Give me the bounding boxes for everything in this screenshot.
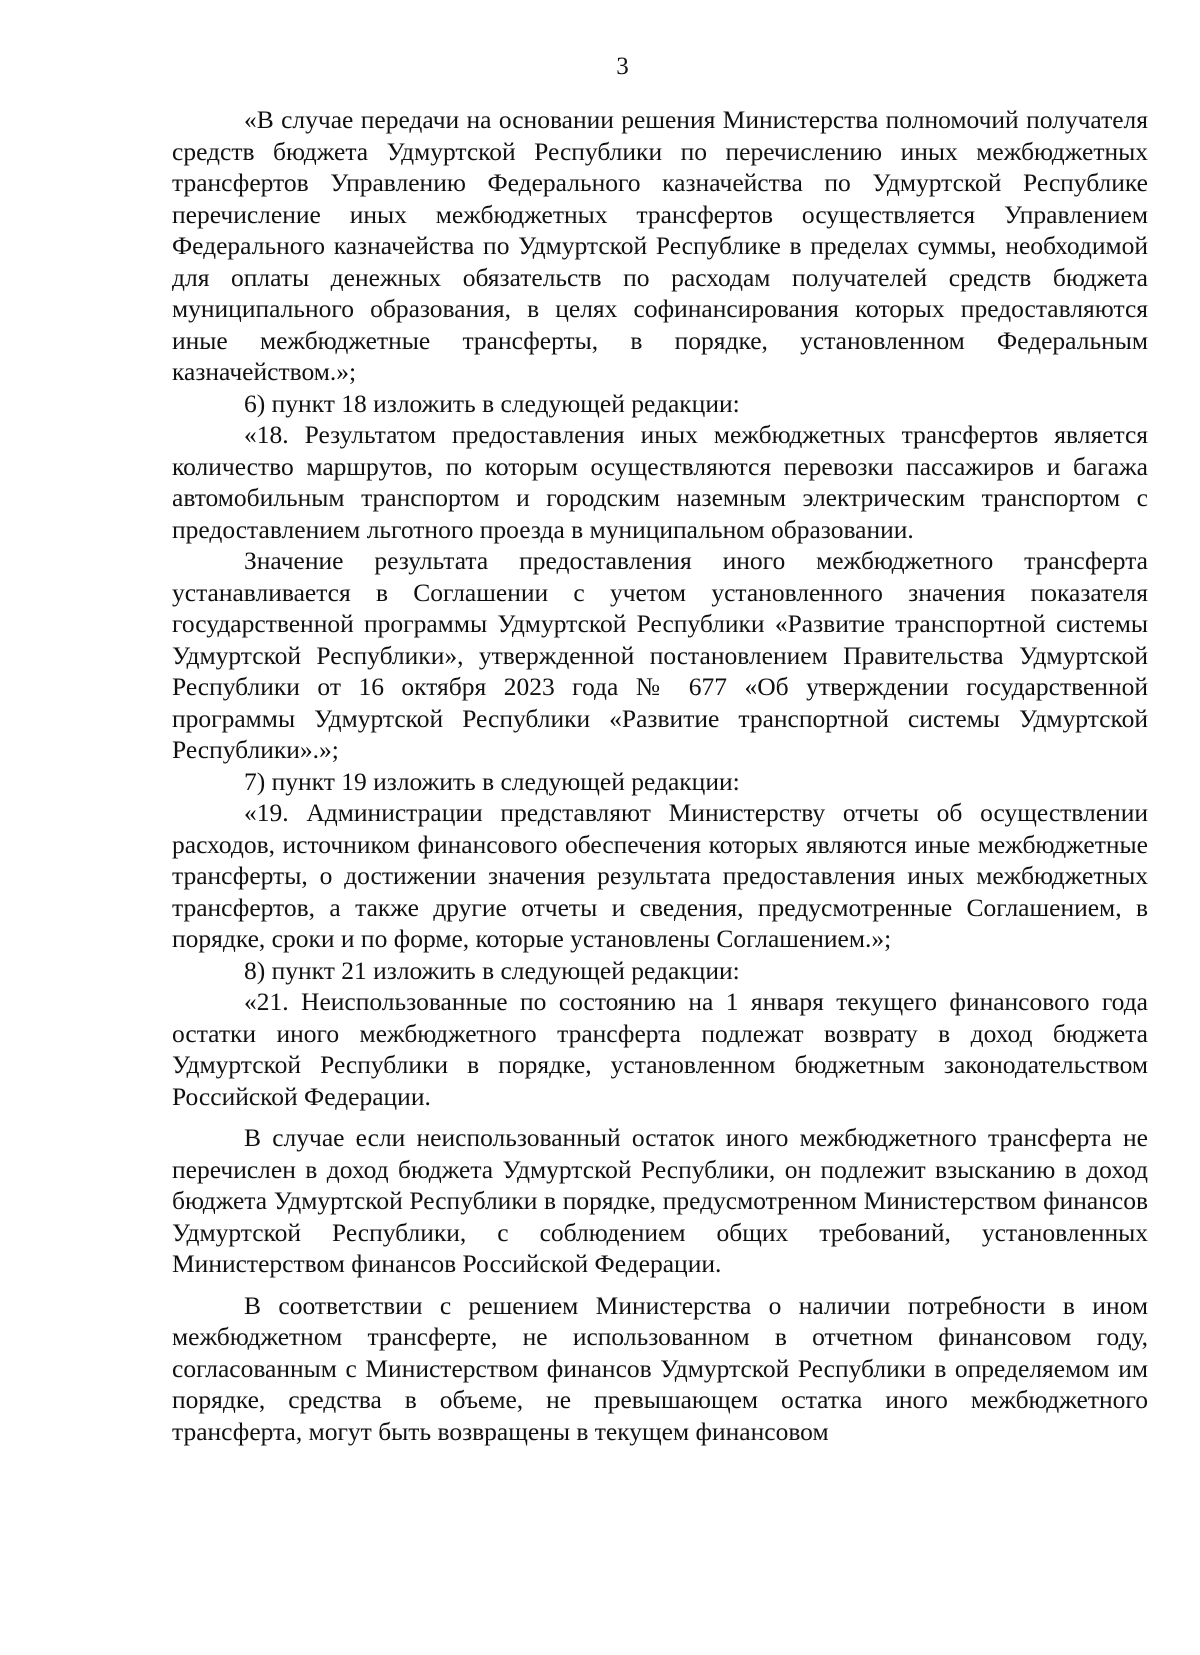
paragraph-clause-21: «21. Неиспользованные по состоянию на 1 января текущего финансового года остатки иного межбюджетного трансферта подлежат возврату в доход бюджета Удмуртской Республики в порядке, установленном бюджетным законодательством Российской Федерации. [172,987,1148,1111]
paragraph-item-8-instruction: 8) пункт 21 изложить в следующей редакции: [244,955,740,985]
document-body [172,104,1148,1447]
paragraph-result-value: Значение результата предоставления иного межбюджетного трансферта устанавливается в Соглашении с учетом установленного значения показателя государственной программы Удмуртской Республики «Развитие транспортной системы Удмуртской Республики», утвержденной постановлением Правительства Удмуртской Республики от 16 октября 2023 года № 677 «Об утверждении государственной программы Удмуртской Республики «Развитие транспортной системы Удмуртской Республики».»; [172,546,1148,764]
paragraph-transfer-authority: «В случае передачи на основании решения Министерства полномочий получателя средств бюджета Удмуртской Республики по перечислению иных межбюджетных трансфертов Управлению Федерального казначейства по Удмуртской Республике перечисление иных межбюджетных трансфертов осуществляется Управлением Федерального казначейства по Удмуртской Республике в пределах суммы, необходимой для оплаты денежных обязательств по расходам получателей средств бюджета муниципального образования, в целях софинансирования которых предоставляются иные межбюджетные трансферты, в порядке, установленном Федеральным казначейством.»; [172,105,1148,386]
paragraph-ministry-decision: В соответствии с решением Министерства о наличии потребности в ином межбюджетном трансферте, не использованном в отчетном финансовом году, согласованным с Министерством финансов Удмуртской Республики в определяемом им порядке, средства в объеме, не превышающем остатка иного межбюджетного трансферта, могут быть возвращены в текущем финансовом [172,1290,1148,1446]
paragraph-unused-balance-recovery: В случае если неиспользованный остаток иного межбюджетного трансферта не перечислен в доход бюджета Удмуртской Республики, он подлежит взысканию в доход бюджета Удмуртской Республики в порядке, предусмотренном Министерством финансов Удмуртской Республики, с соблюдением общих требований, установленных Министерством финансов Российской Федерации. [172,1123,1148,1278]
paragraph-clause-18: «18. Результатом предоставления иных межбюджетных трансфертов является количество маршрутов, по которым осуществляются перевозки пассажиров и багажа автомобильным транспортом и городским наземным электрическим транспортом с предоставлением льготного проезда в муниципальном образовании. [172,420,1148,544]
paragraph-item-6-instruction: 6) пункт 18 изложить в следующей редакции: [244,388,740,418]
paragraph-clause-19: «19. Администрации представляют Министерству отчеты об осуществлении расходов, источником финансового обеспечения которых являются иные межбюджетные трансферты, о достижении значения результата предоставления иных межбюджетных трансфертов, а также другие отчеты и сведения, предусмотренные Соглашением, в порядке, сроки и по форме, которые установлены Соглашением.»; [172,798,1148,953]
paragraph-item-7-instruction: 7) пункт 19 изложить в следующей редакции: [244,766,740,796]
page-number: 3 [616,53,629,80]
